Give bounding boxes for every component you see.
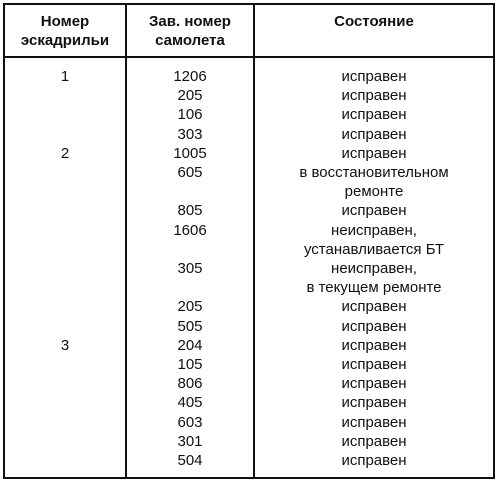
status-text: неисправен, (331, 221, 417, 239)
status-text: в текущем ремонте (306, 279, 442, 297)
plane-number: 106 (177, 106, 203, 124)
plane-number: 504 (177, 452, 203, 469)
header-squadron-line2: эскадрильи (20, 31, 110, 49)
plane-number: 303 (177, 125, 203, 143)
header-status-label: Состояние (334, 13, 414, 30)
header-squadron-number (5, 5, 125, 56)
squadron-number: 1 (60, 68, 70, 85)
status-text: исправен (341, 375, 407, 393)
status-text: исправен (341, 298, 407, 316)
plane-number: 301 (177, 432, 203, 450)
plane-number: 605 (177, 164, 203, 181)
status-text: исправен (341, 202, 407, 220)
status-text: в восстановительном (299, 164, 449, 181)
squadron-number: 3 (60, 336, 70, 354)
plane-number: 805 (177, 202, 203, 220)
plane-number: 205 (177, 298, 203, 316)
status-text: исправен (341, 432, 407, 450)
squadron-number: 2 (60, 144, 70, 162)
plane-number: 1005 (173, 144, 207, 162)
header-squadron-line1: Номер (40, 12, 90, 30)
status-text: исправен (341, 317, 407, 335)
plane-number: 806 (177, 375, 203, 393)
status-text: ремонте (344, 183, 404, 201)
status-text: исправен (341, 106, 407, 124)
plane-number: 105 (177, 356, 203, 373)
status-text: исправен (341, 68, 407, 85)
plane-number: 405 (177, 394, 203, 412)
plane-number: 1606 (173, 221, 207, 239)
plane-number: 204 (177, 336, 203, 354)
plane-number: 305 (177, 260, 203, 277)
status-text: исправен (341, 356, 407, 373)
status-text: исправен (341, 413, 407, 431)
status-text: исправен (341, 87, 407, 105)
status-text: исправен (341, 452, 407, 469)
table-header (5, 5, 493, 58)
status-text: устанавливается БТ (303, 240, 445, 258)
aircraft-status-table (3, 3, 495, 479)
plane-number: 505 (177, 317, 203, 335)
plane-number: 205 (177, 87, 203, 105)
status-text: исправен (341, 336, 407, 354)
plane-number: 1206 (173, 68, 207, 85)
header-plane-line2: самолета (155, 31, 225, 49)
header-plane-line1: Зав. номер (149, 12, 231, 30)
status-text: исправен (341, 144, 407, 162)
header-plane-number (127, 5, 253, 56)
plane-number: 603 (177, 413, 203, 431)
status-text: неисправен, (331, 260, 417, 277)
status-text: исправен (341, 394, 407, 412)
header-status (255, 5, 493, 56)
status-text: исправен (341, 125, 407, 143)
